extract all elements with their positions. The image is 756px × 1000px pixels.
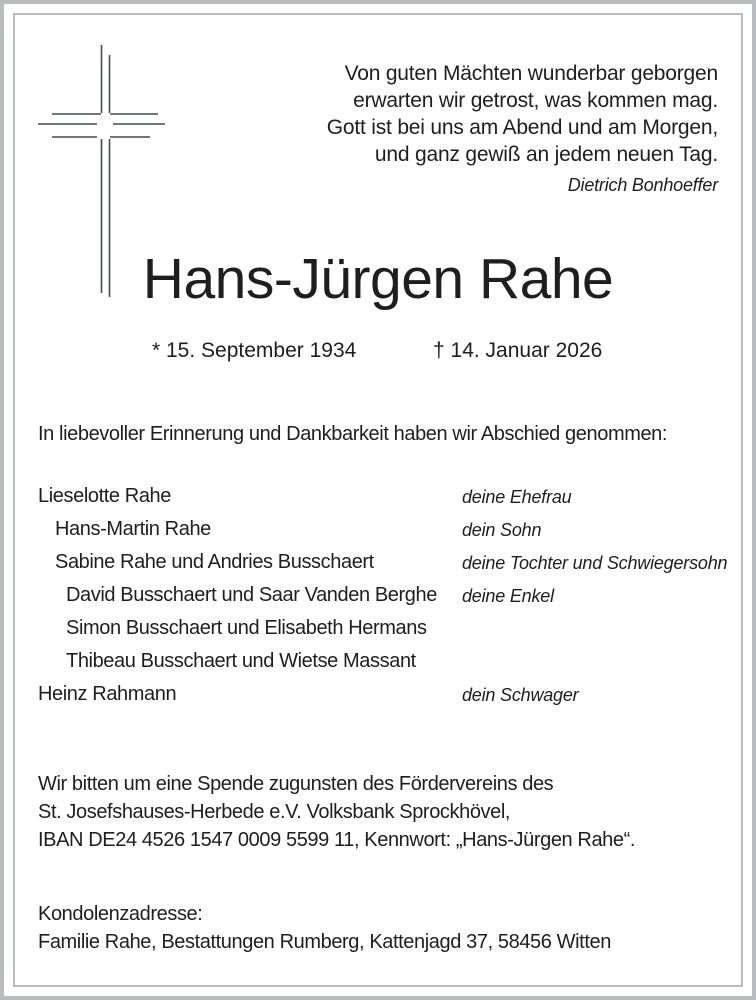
verse-line-3: Gott ist bei uns am Abend und am Morgen, bbox=[326, 116, 718, 139]
donation-line-3: IBAN DE24 4526 1547 0009 5599 11, Kennwort: „Hans-Jürgen Rahe“. bbox=[38, 829, 636, 851]
mourner-relation: deine Tochter und Schwiegersohn bbox=[462, 553, 728, 573]
mourner-name: Simon Busschaert und Elisabeth Hermans bbox=[66, 617, 427, 639]
birth-date: * 15. September 1934 bbox=[152, 339, 357, 362]
mourner-name: Heinz Rahmann bbox=[38, 683, 177, 705]
mourner-row bbox=[38, 546, 728, 579]
mourner-row bbox=[38, 480, 728, 513]
donation-line-2: St. Josefshauses-Herbede e.V. Volksbank Sprockhövel, bbox=[38, 801, 511, 823]
verse-line-2: erwarten wir getrost, was kommen mag. bbox=[353, 89, 718, 112]
mourner-name: Thibeau Busschaert und Wietse Massant bbox=[66, 650, 416, 672]
donation-line-1: Wir bitten um eine Spende zugunsten des Fördervereins des bbox=[38, 773, 554, 795]
mourner-name: Hans-Martin Rahe bbox=[55, 518, 211, 540]
mourner-relation: dein Sohn bbox=[462, 520, 542, 540]
mourner-row bbox=[38, 645, 728, 678]
condolence-address-block bbox=[38, 900, 611, 956]
death-date: † 14. Januar 2026 bbox=[433, 339, 603, 362]
donation-note bbox=[38, 770, 635, 854]
verse-line-4: und ganz gewiß an jedem neuen Tag. bbox=[374, 143, 718, 166]
intro-line: In liebevoller Erinnerung und Dankbarkeit haben wir Abschied genommen: bbox=[38, 423, 668, 445]
mourner-name: David Busschaert und Saar Vanden Berghe bbox=[66, 584, 437, 606]
mourner-relation: deine Ehefrau bbox=[462, 487, 572, 507]
deceased-name: Hans-Jürgen Rahe bbox=[142, 247, 614, 311]
mourners-list bbox=[38, 480, 728, 711]
opening-verse bbox=[327, 60, 718, 199]
verse-attribution: Dietrich Bonhoeffer bbox=[567, 175, 718, 195]
mourner-row bbox=[38, 678, 728, 711]
mourner-row bbox=[38, 579, 728, 612]
mourner-relation: deine Enkel bbox=[462, 586, 554, 606]
verse-line-1: Von guten Mächten wunderbar geborgen bbox=[344, 62, 718, 85]
mourner-row bbox=[38, 612, 728, 645]
mourner-name: Lieselotte Rahe bbox=[38, 485, 171, 507]
life-dates bbox=[0, 338, 756, 364]
condolence-address: Familie Rahe, Bestattungen Rumberg, Kattenjagd 37, 58456 Witten bbox=[38, 931, 611, 953]
mourner-row bbox=[38, 513, 728, 546]
mourner-name: Sabine Rahe und Andries Busschaert bbox=[55, 551, 374, 573]
condolence-label: Kondolenzadresse: bbox=[38, 903, 203, 925]
mourner-relation: dein Schwager bbox=[462, 685, 579, 705]
